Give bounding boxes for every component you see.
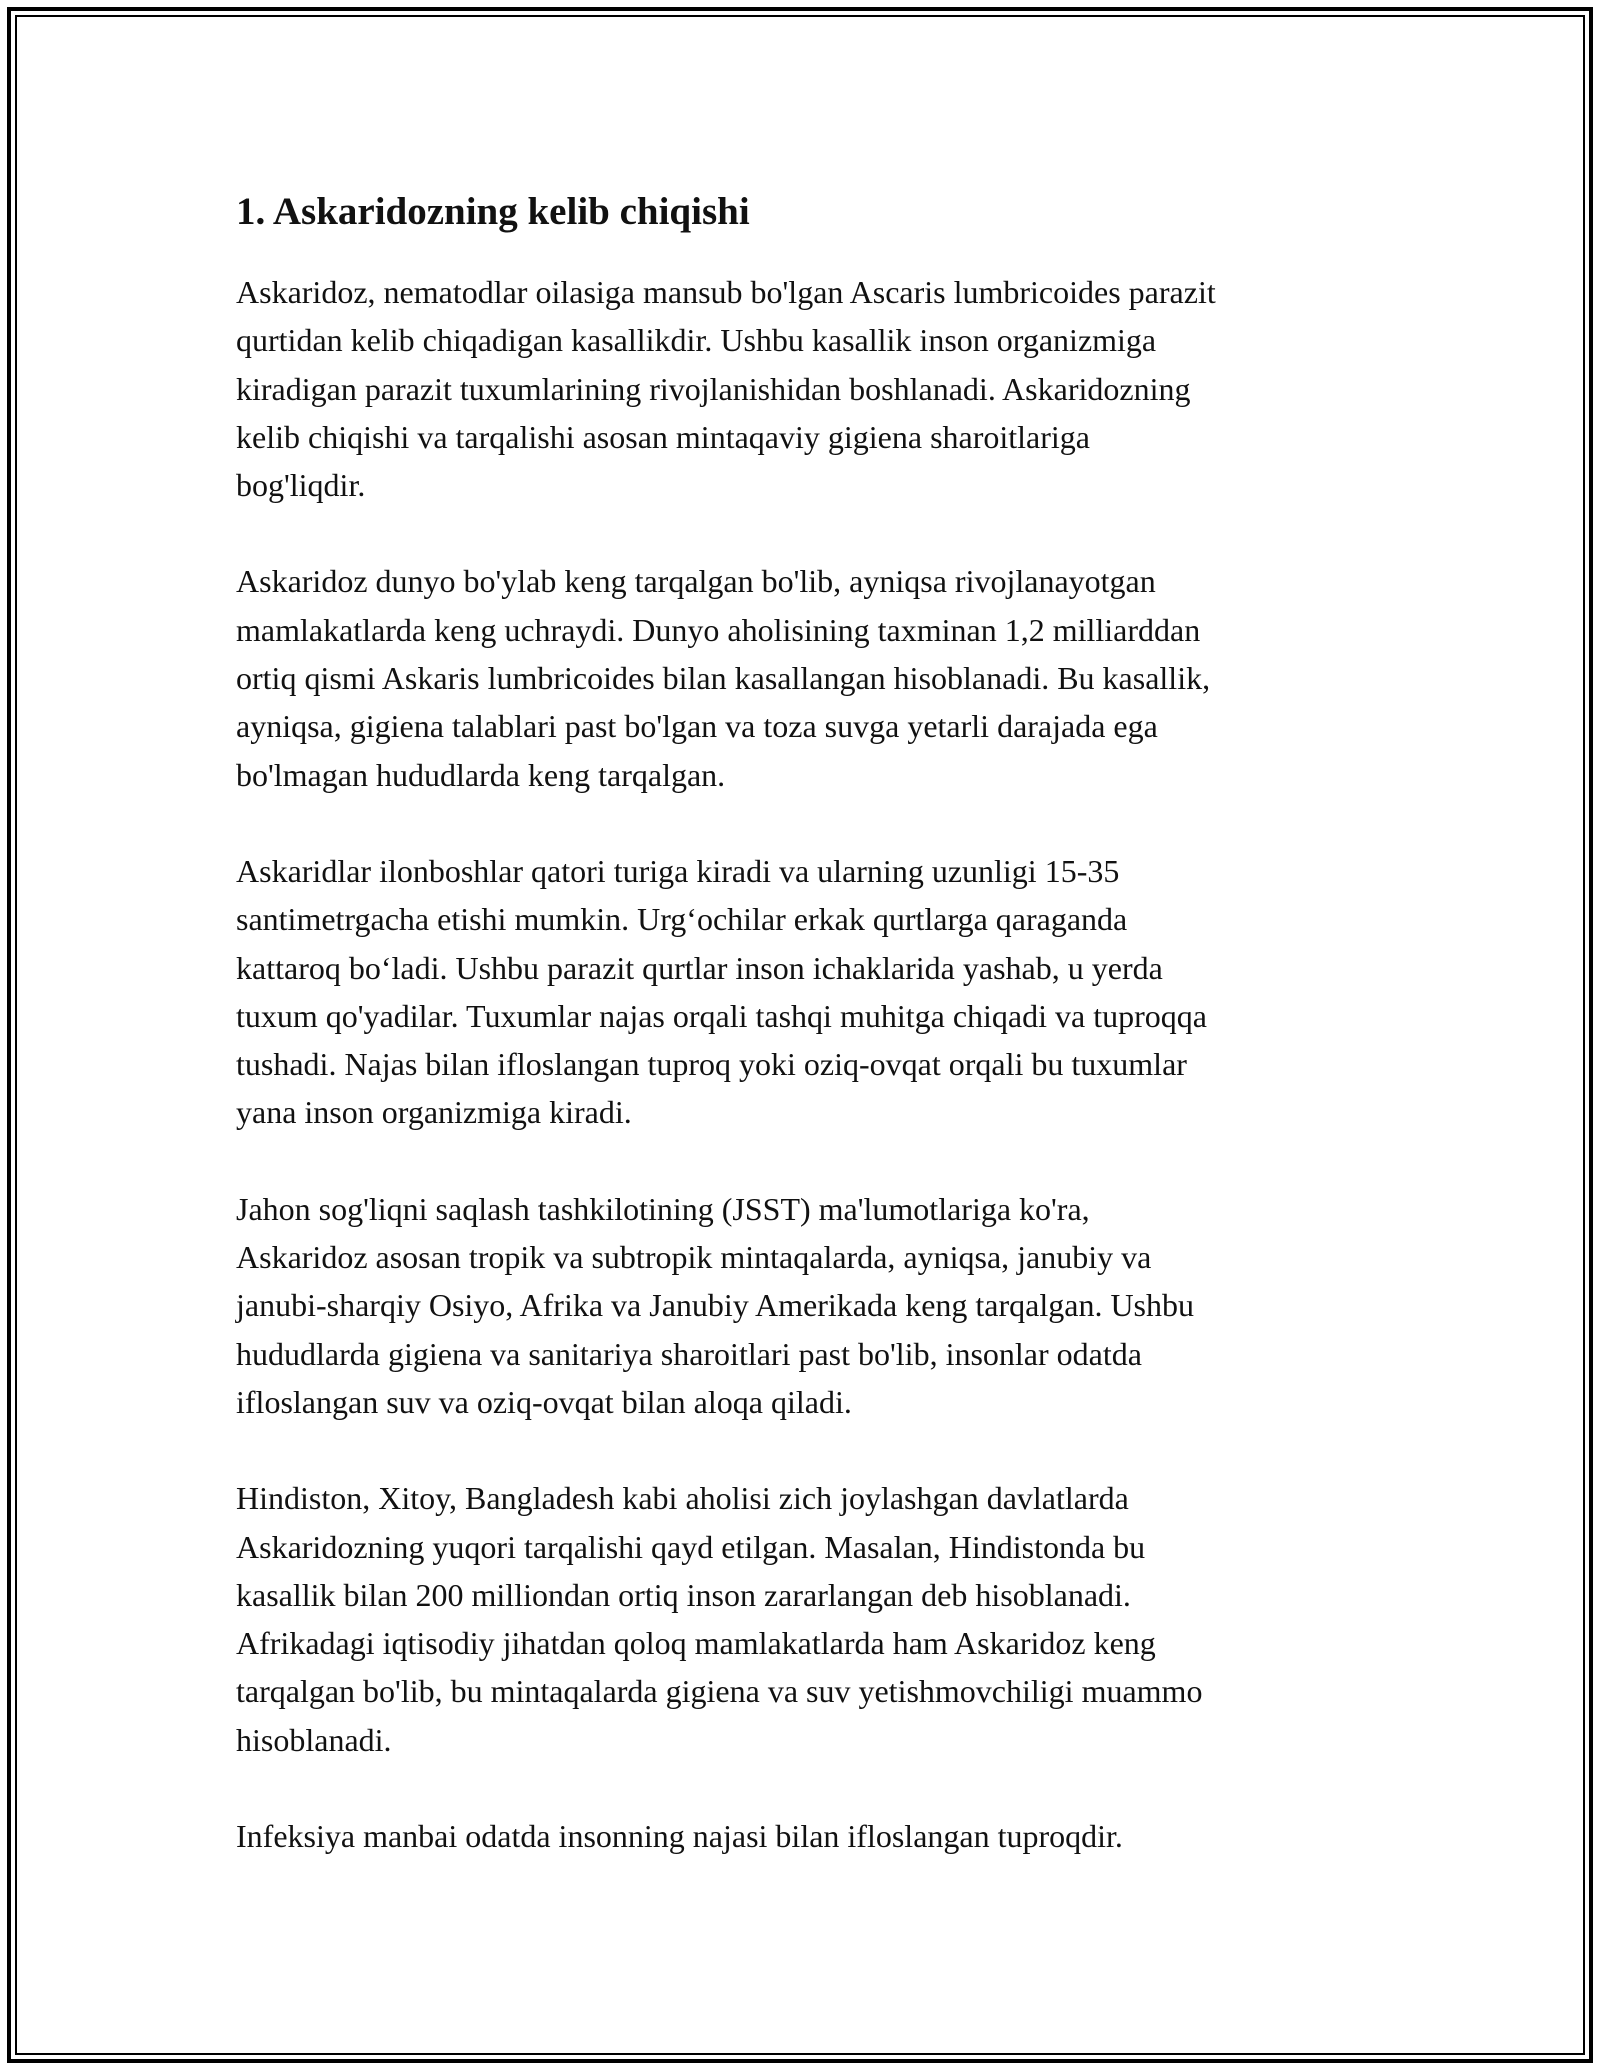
paragraph-line: ifloslangan suv va oziq-ovqat bilan aloqa qiladi. xyxy=(236,1383,852,1420)
paragraph-1 xyxy=(236,268,1376,509)
paragraph-line: Hindiston, Xitoy, Bangladesh kabi aholisi zich joylashgan davlatlarda xyxy=(236,1480,1129,1517)
paragraph-line: bog'liqdir. xyxy=(236,467,366,504)
paragraph-line: Afrikadagi iqtisodiy jihatdan qoloq mamlakatlarda ham Askaridoz keng xyxy=(236,1625,1156,1662)
paragraph-line: Jahon sog'liqni saqlash tashkilotining (JSST) ma'lumotlariga ko'ra, xyxy=(236,1190,1090,1227)
paragraph-4 xyxy=(236,1185,1376,1426)
section-heading: 1. Askaridozning kelib chiqishi xyxy=(236,190,750,233)
paragraph-line: kiradigan parazit tuxumlarining rivojlanishidan boshlanadi. Askaridozning xyxy=(236,370,1191,407)
paragraph-2 xyxy=(236,557,1376,798)
paragraph-5 xyxy=(236,1474,1376,1764)
paragraph-line: kelib chiqishi va tarqalishi asosan mintaqaviy gigiena sharoitlariga xyxy=(236,418,1090,455)
paragraph-list xyxy=(236,268,1376,1860)
paragraph-line: mamlakatlarda keng uchraydi. Dunyo aholisining taxminan 1,2 milliarddan xyxy=(236,611,1201,648)
paragraph-line: Askaridlar ilonboshlar qatori turiga kiradi va ularning uzunligi 15-35 xyxy=(236,852,1120,889)
paragraph-line: Askaridoz dunyo bo'ylab keng tarqalgan bo'lib, ayniqsa rivojlanayotgan xyxy=(236,563,1156,600)
paragraph-line: Infeksiya manbai odatda insonning najasi bilan ifloslangan tuproqdir. xyxy=(236,1818,1123,1855)
paragraph-line: hisoblanadi. xyxy=(236,1721,392,1758)
paragraph-line: yana inson organizmiga kiradi. xyxy=(236,1094,632,1131)
paragraph-3 xyxy=(236,847,1376,1137)
paragraph-line: hududlarda gigiena va sanitariya sharoitlari past bo'lib, insonlar odatda xyxy=(236,1335,1142,1372)
paragraph-line: Askaridozning yuqori tarqalishi qayd etilgan. Masalan, Hindistonda bu xyxy=(236,1528,1146,1565)
paragraph-line: kasallik bilan 200 milliondan ortiq inson zararlangan deb hisoblanadi. xyxy=(236,1576,1131,1613)
paragraph-line: janubi-sharqiy Osiyo, Afrika va Janubiy Amerikada keng tarqalgan. Ushbu xyxy=(236,1287,1194,1324)
paragraph-line: qurtidan kelib chiqadigan kasallikdir. Ushbu kasallik inson organizmiga xyxy=(236,322,1157,359)
paragraph-line: santimetrgacha etishi mumkin. Urg‘ochilar erkak qurtlarga qaraganda xyxy=(236,901,1128,938)
paragraph-line: bo'lmagan hududlarda keng tarqalgan. xyxy=(236,756,726,793)
paragraph-line: tushadi. Najas bilan ifloslangan tuproq yoki oziq-ovqat orqali bu tuxumlar xyxy=(236,1046,1187,1083)
paragraph-line: ortiq qismi Askaris lumbricoides bilan kasallangan hisoblanadi. Bu kasallik, xyxy=(236,660,1211,697)
paragraph-line: ayniqsa, gigiena talablari past bo'lgan va toza suvga yetarli darajada ega xyxy=(236,708,1158,745)
paragraph-line: kattaroq bo‘ladi. Ushbu parazit qurtlar inson ichaklarida yashab, u yerda xyxy=(236,949,1163,986)
document-body xyxy=(236,184,1376,1908)
paragraph-line: tarqalgan bo'lib, bu mintaqalarda gigiena va suv yetishmovchiligi muammo xyxy=(236,1673,1203,1710)
paragraph-line: tuxum qo'yadilar. Tuxumlar najas orqali tashqi muhitga chiqadi va tuproqqa xyxy=(236,997,1207,1034)
paragraph-line: Askaridoz asosan tropik va subtropik mintaqalarda, ayniqsa, janubiy va xyxy=(236,1239,1152,1276)
paragraph-6 xyxy=(236,1812,1376,1860)
paragraph-line: Askaridoz, nematodlar oilasiga mansub bo'lgan Ascaris lumbricoides parazit xyxy=(236,274,1216,310)
